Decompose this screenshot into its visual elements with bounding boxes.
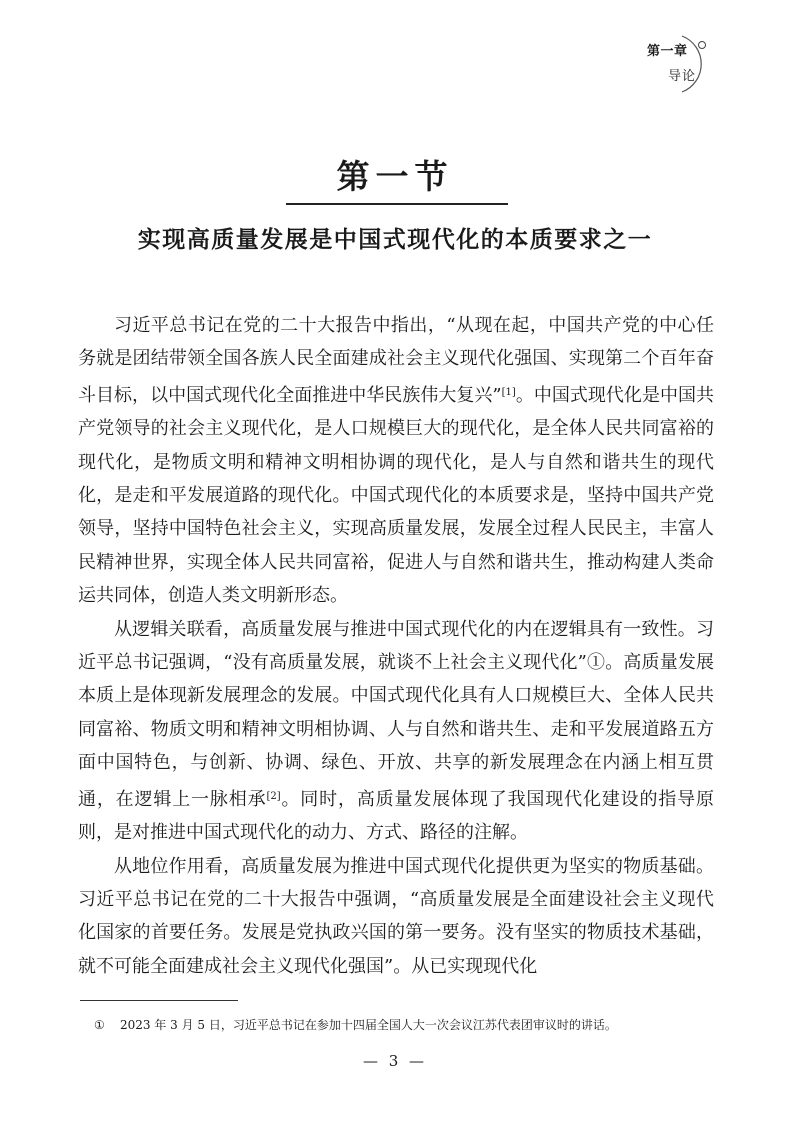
chapter-subject: 导论 [668,69,697,84]
paragraph-2-part-c: 。同时，高质量发展体现了我国现代化建设的指导原则，是对推进中国式现代化的动力、方式、路径的注解。 [78,788,715,844]
paragraph-2-part-b: 。高质量发展本质上是体现新发展理念的发展。中国式现代化具有人口规模巨大、全体人民共同富裕、物质文明和精神文明相协调、人与自然和谐共生、走和平发展道路五方面中国特色，与创新、协调、绿色、开放、共享的新发展理念在内涵上相互贯通，在逻辑上一脉相承 [78,652,715,810]
chapter-label: 第一章 [647,44,688,59]
paragraph-2 [78,613,714,850]
body-text [78,309,714,983]
paragraph-1-part-a: 习近平总书记在党的二十大报告中指出，“从现在起，中国共产党的中心任务就是团结带领全国各族人民全面建成社会主义现代化强国、实现第二个百年奋斗目标，以中国式现代化全面推进中华民族伟大复兴” [78,315,714,406]
footnote-text: 2023 年 3 月 5 日，习近平总书记在参加十四届全国人大一次会议江苏代表团审议时的讲话。 [120,1018,617,1032]
paragraph-1-part-b: 。中国式现代化是中国共产党领导的社会主义现代化，是人口规模巨大的现代化，是全体人民共同富裕的现代化，是物质文明和精神文明相协调的现代化，是人与自然和谐共生的现代化，是走和平发展道路的现代化。中国式现代化的本质要求是，坚持中国共产党领导，坚持中国特色社会主义，实现高质量发展，发展全过程人民民主，丰富人民精神世界，实现全体人民共同富裕，促进人与自然和谐共生，推动构建人类命运共同体，创造人类文明新形态。 [78,384,714,607]
reference-2[interactable]: [2] [266,790,281,802]
paragraph-1 [78,309,714,613]
running-header [620,32,715,96]
page-number: — 3 — [362,1052,428,1070]
section-subtitle: 实现高质量发展是中国式现代化的本质要求之一 [137,227,653,253]
footnote [94,1016,734,1034]
paragraph-3-part-a: 从地位作用看，高质量发展为推进中国式现代化提供更为坚实的物质基础。习近平总书记在党的二十大报告中强调，“高质量发展是全面建设社会主义现代化国家的首要任务。发展是党执政兴国的第一要务。没有坚实的物质技术基础，就不可能全面建成社会主义现代化强国”。从已实现现代化 [78,855,714,977]
paragraph-2-part-a: 从逻辑关联看，高质量发展与推进中国式现代化的内在逻辑具有一致性。习近平总书记强调，“没有高质量发展，就谈不上社会主义现代化” [78,618,714,674]
reference-1[interactable]: [1] [501,386,516,398]
section-title: 第一节 [336,157,454,196]
header-dot-icon [698,41,706,49]
section-divider [286,203,508,205]
footnote-marker-1[interactable]: ① [586,652,606,674]
footnote-divider [80,1000,238,1001]
paragraph-3 [78,850,714,984]
footnote-marker: ① [94,1018,105,1032]
